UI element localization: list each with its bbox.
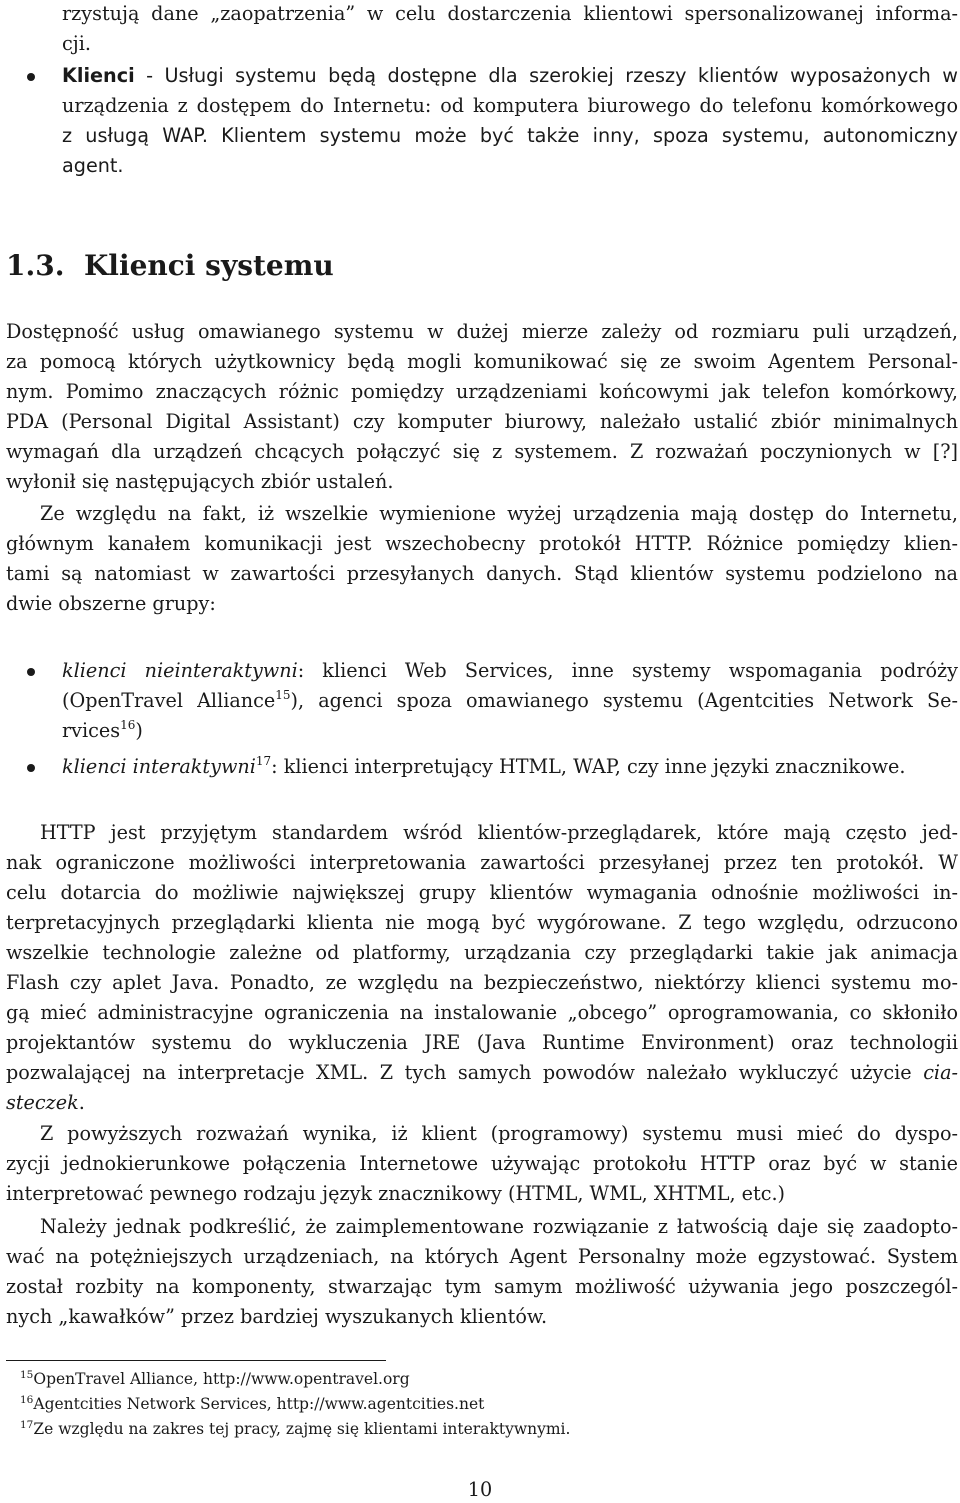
text-line [6,716,958,746]
bullet-dot [27,764,35,772]
footnote-rule [6,1360,386,1361]
text-line: Flash czy aplet Java. Ponadto, ze względu na bezpieczeństwo, niektórzy klienci systemu mo- [6,971,958,994]
paragraph-2 [6,499,958,619]
bullet-label: Klienci [62,64,135,87]
footnote-17 [20,1418,570,1440]
italic-span: steczek [6,1091,79,1114]
text-line [6,656,958,686]
page-number: 10 [467,1478,493,1501]
text-line: HTTP jest przyjętym standardem wśród klientów-przeglądarek, które mają często jed- [40,821,958,844]
text-line: Należy jednak podkreślić, że zaimplementowane rozwiązanie z łatwością daje się zaadopto- [40,1215,958,1238]
text-line: Dostępność usług omawianego systemu w dużej mierze zależy od rozmiaru puli urządzeń, [6,320,958,343]
text-line: rzystują dane „zaopatrzenia” w celu dostarczenia klientowi spersonalizowanej informa- [62,2,958,25]
text-line: interpretować pewnego rodzaju język znacznikowy (HTML, WML, XHTML, etc.) [6,1182,786,1205]
text-line: PDA (Personal Digital Assistant) czy komputer biurowy, należało ustalić zbiór minimalnych [6,410,958,433]
text-line: Z powyższych rozważań wynika, iż klient (programowy) systemu musi mieć do dyspo- [40,1122,958,1145]
text-span: - Usługi systemu będą dostępne dla szerokiej rzeszy klientów wyposażonych w [134,64,958,87]
text-line: nym. Pomimo znaczących różnic pomiędzy urządzeniami końcowymi jak telefon komórkowy, [6,380,958,403]
text-line: nak ograniczone możliwości interpretowania zawartości przesyłanej przez ten protokół. W [6,851,958,874]
footnote-number: 17 [20,1419,34,1431]
bullet-dot [27,73,35,81]
text-line: gą mieć administracyjne ograniczenia na instalowanie „obcego” oprogramowania, co skłoniło [6,1001,958,1024]
text-line: za pomocą których użytkownicy będą mogli komunikować się ze swoim Agentem Personal- [6,350,958,373]
paragraph-1 [6,317,958,497]
footnote-text: Agentcities Network Services, http://www.agentcities.net [33,1395,485,1413]
top-continuation [6,0,958,59]
footnote-ref: 17 [255,754,272,768]
bullet-dot [27,668,35,676]
footnote-ref: 15 [275,688,291,702]
text-line: cji. [62,32,91,55]
paragraph-4 [6,1119,958,1209]
footnote-text: Ze względu na zakres tej pracy, zajmę się klientami interaktywnymi. [33,1420,571,1438]
text-line: Ze względu na fakt, iż wszelkie wymienione wyżej urządzenia mają dostęp do Internetu, [40,502,958,525]
text-line: agent. [62,154,124,177]
text-line: urządzenia z dostępem do Internetu: od komputera biurowego do telefonu komórkowego [62,94,958,117]
text-span: : klienci Web Services, inne systemy wspomagania podróży [297,659,958,682]
section-heading [6,244,334,288]
footnote-number: 15 [20,1369,34,1381]
text-line: z usługą WAP. Klientem systemu może być także inny, spoza systemu, autonomiczny [62,124,958,147]
footnote-number: 16 [20,1394,34,1406]
text-line: wyłonił się następujących zbiór ustaleń. [6,470,394,493]
text-span: pozwalającej na interpretacje XML. Z tych samych powodów należało wykluczyć użycie [6,1061,924,1084]
footnote-text: OpenTravel Alliance, http://www.opentravel.org [33,1370,410,1388]
term: klienci nieinteraktywni [62,659,298,682]
text-line: celu dotarcia do możliwie największej grupy klientów wymagania odnośnie możliwości in- [6,881,958,904]
italic-span: cia- [923,1061,958,1084]
text-line [6,752,958,782]
paragraph-5 [6,1212,958,1332]
text-line: dwie obszerne grupy: [6,592,216,615]
bullet-klienci [6,61,958,181]
text-line: wymagań dla urządzeń chcących połączyć się z systemem. Z rozważań poczynionych w [?] [6,440,958,463]
client-groups-list [6,656,958,782]
text-line [6,686,958,716]
section-title: Klienci systemu [83,249,334,282]
list-item [6,752,958,782]
term: klienci interaktywni [62,755,256,778]
text-span: : klienci interpretujący HTML, WAP, czy inne języki znacznikowe. [271,755,906,778]
text-line [6,1088,958,1118]
text-span: rvices [62,719,121,742]
text-line: wszelkie technologie zależne od platformy, urządzania czy przeglądarki takie jak animacja [6,941,958,964]
text-line: tami są natomiast w zawartości przesyłanych danych. Stąd klientów systemu podzielono na [6,562,958,585]
text-line [6,61,958,91]
text-line: został rozbity na komponenty, stwarzając tym samym możliwość używania jego poszczegól- [6,1275,958,1298]
text-line: projektantów systemu do wykluczenia JRE (Java Runtime Environment) oraz technologii [6,1031,958,1054]
footnote-16 [20,1393,484,1415]
paragraph-3 [6,818,958,1118]
text-span: (OpenTravel Alliance [62,689,276,712]
text-line [6,1058,958,1088]
section-number: 1.3. [6,249,65,282]
footnote-15 [20,1368,410,1390]
footnote-ref: 16 [120,718,136,732]
text-span: ) [135,719,143,742]
text-span: ), agenci spoza omawianego systemu (Agentcities Network Se- [290,689,958,712]
text-line: zycji jednokierunkowe połączenia Internetowe używając protokołu HTTP oraz być w stanie [6,1152,958,1175]
text-line: wać na potężniejszych urządzeniach, na których Agent Personalny może egzystować. System [6,1245,958,1268]
list-item [6,656,958,746]
text-line: głównym kanałem komunikacji jest wszechobecny protokół HTTP. Różnice pomiędzy klien- [6,532,958,555]
text-line: nych „kawałków” przez bardziej wyszukanych klientów. [6,1305,548,1328]
text-line: terpretacyjnych przeglądarki klienta nie mogą być wygórowane. Z tego względu, odrzucono [6,911,958,934]
text-span: . [78,1091,85,1114]
